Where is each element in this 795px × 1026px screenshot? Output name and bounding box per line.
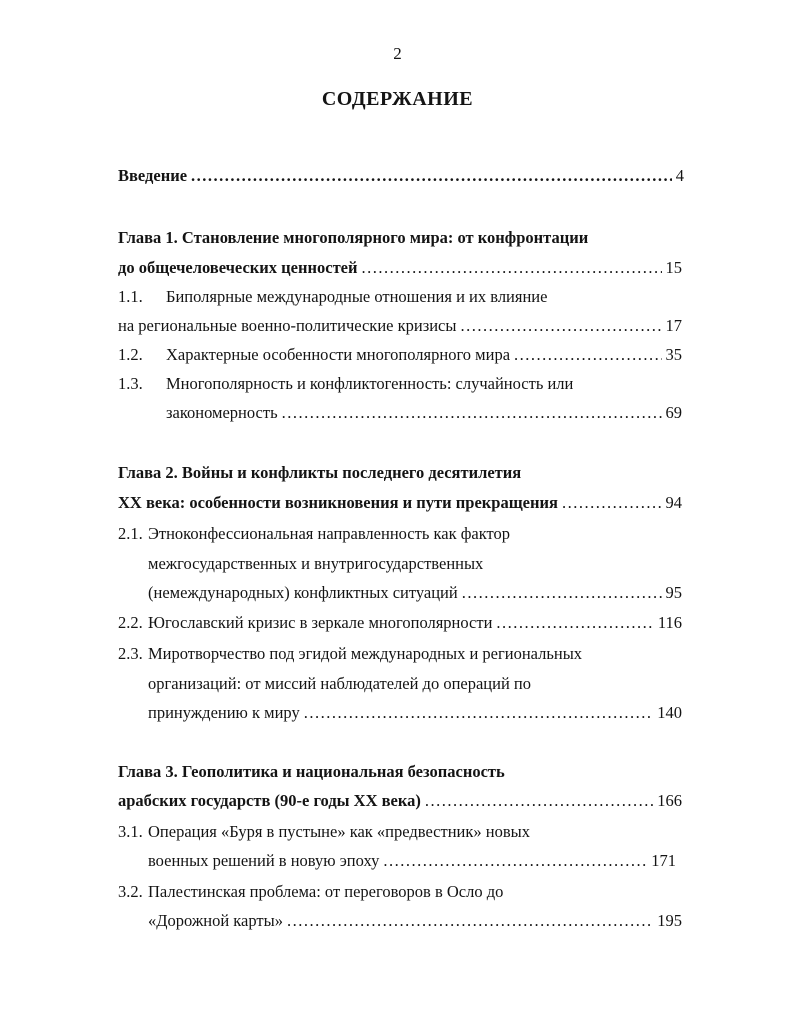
section-title-cont: на региональные военно-политические кризисы [118, 316, 457, 335]
chapter1-page: 15 [665, 258, 682, 277]
section-title-cont: (немеждународных) конфликтных ситуаций [148, 583, 458, 602]
toc-section-2-2 [118, 613, 682, 633]
toc-section-1-2 [118, 345, 682, 365]
toc-chapter3 [118, 791, 682, 811]
chapter1-title-line1: Глава 1. Становление многополярного мира: от конфронтации [118, 228, 589, 247]
section-number: 2.1. [118, 524, 143, 543]
chapter2-title-line2: XX века: особенности возникновения и пути прекращения [118, 493, 558, 512]
toc-intro [118, 166, 684, 186]
toc-section-1-1 [118, 316, 682, 336]
section-page: 17 [665, 316, 682, 335]
section-title-cont: «Дорожной карты» [148, 911, 283, 930]
toc-leader-dots [462, 583, 662, 603]
toc-leader-dots [362, 258, 662, 278]
section-number: 2.3. [118, 644, 143, 663]
section-title: Многополярность и конфликтогенность: случайность или [166, 374, 574, 393]
section-title: Югославский кризис в зеркале многополярности [148, 613, 493, 632]
chapter1-title-line2: до общечеловеческих ценностей [118, 258, 358, 277]
toc-leader-dots [282, 403, 662, 423]
section-1-3-line1 [118, 374, 573, 394]
section-title-cont: закономерность [166, 403, 278, 422]
section-page: 116 [657, 613, 682, 632]
toc-chapter2 [118, 493, 682, 513]
section-page: 195 [657, 911, 682, 930]
toc-section-3-2 [148, 911, 682, 931]
section-number: 1.1. [118, 287, 143, 306]
toc-section-2-3 [148, 703, 682, 723]
section-title: Характерные особенности многополярного мира [166, 345, 511, 364]
toc-leader-dots [425, 791, 653, 811]
section-number: 1.2. [118, 345, 143, 364]
toc-intro-page: 4 [675, 166, 684, 185]
chapter3-title-line1: Глава 3. Геополитика и национальная безопасность [118, 762, 505, 781]
section-number: 1.3. [118, 374, 143, 393]
section-page: 35 [665, 345, 682, 364]
section-page: 95 [665, 583, 682, 602]
section-page: 171 [651, 851, 676, 870]
toc-leader-dots [496, 613, 653, 633]
section-title: Палестинская проблема: от переговоров в Осло до [148, 882, 504, 901]
chapter3-title-line2: арабских государств (90-е годы XX века) [118, 791, 421, 810]
toc-section-2-1 [148, 583, 682, 603]
page-title: СОДЕРЖАНИЕ [321, 88, 474, 110]
section-page: 140 [657, 703, 682, 722]
section-2-3-line2: организаций: от миссий наблюдателей до операций по [148, 674, 532, 693]
section-page: 69 [665, 403, 682, 422]
section-3-1-line1 [118, 822, 530, 842]
page-number: 2 [393, 44, 402, 63]
toc-section-1-3 [166, 403, 682, 423]
section-title: Миротворчество под эгидой международных и региональных [148, 644, 583, 663]
section-2-3-line1 [118, 644, 582, 664]
section-title-cont: принуждению к миру [148, 703, 300, 722]
section-title-cont: военных решений в новую эпоху [148, 851, 380, 870]
section-title: Этноконфессиональная направленность как фактор [148, 524, 511, 543]
section-2-1-line2: межгосударственных и внутригосударственных [148, 554, 484, 573]
section-number: 3.1. [118, 822, 143, 841]
toc-leader-dots [460, 316, 661, 336]
section-title: Операция «Буря в пустыне» как «предвестник» новых [148, 822, 530, 841]
toc-chapter1 [118, 258, 682, 278]
section-number: 2.2. [118, 613, 143, 632]
toc-leader-dots [562, 493, 662, 513]
toc-leader-dots [287, 911, 653, 931]
chapter2-title-line1: Глава 2. Войны и конфликты последнего десятилетия [118, 463, 522, 482]
chapter2-page: 94 [665, 493, 682, 512]
toc-section-3-1 [148, 851, 676, 871]
toc-leader-dots [304, 703, 654, 723]
section-title: Биполярные международные отношения и их влияние [166, 287, 548, 306]
section-1-1-line1 [118, 287, 547, 307]
toc-leader-dots [383, 851, 647, 871]
toc-leader-dots [191, 166, 672, 186]
toc-leader-dots [514, 345, 661, 365]
chapter3-page: 166 [657, 791, 682, 810]
section-3-2-line1 [118, 882, 503, 902]
toc-intro-text: Введение [118, 166, 188, 185]
section-2-1-line1 [118, 524, 510, 544]
section-number: 3.2. [118, 882, 143, 901]
